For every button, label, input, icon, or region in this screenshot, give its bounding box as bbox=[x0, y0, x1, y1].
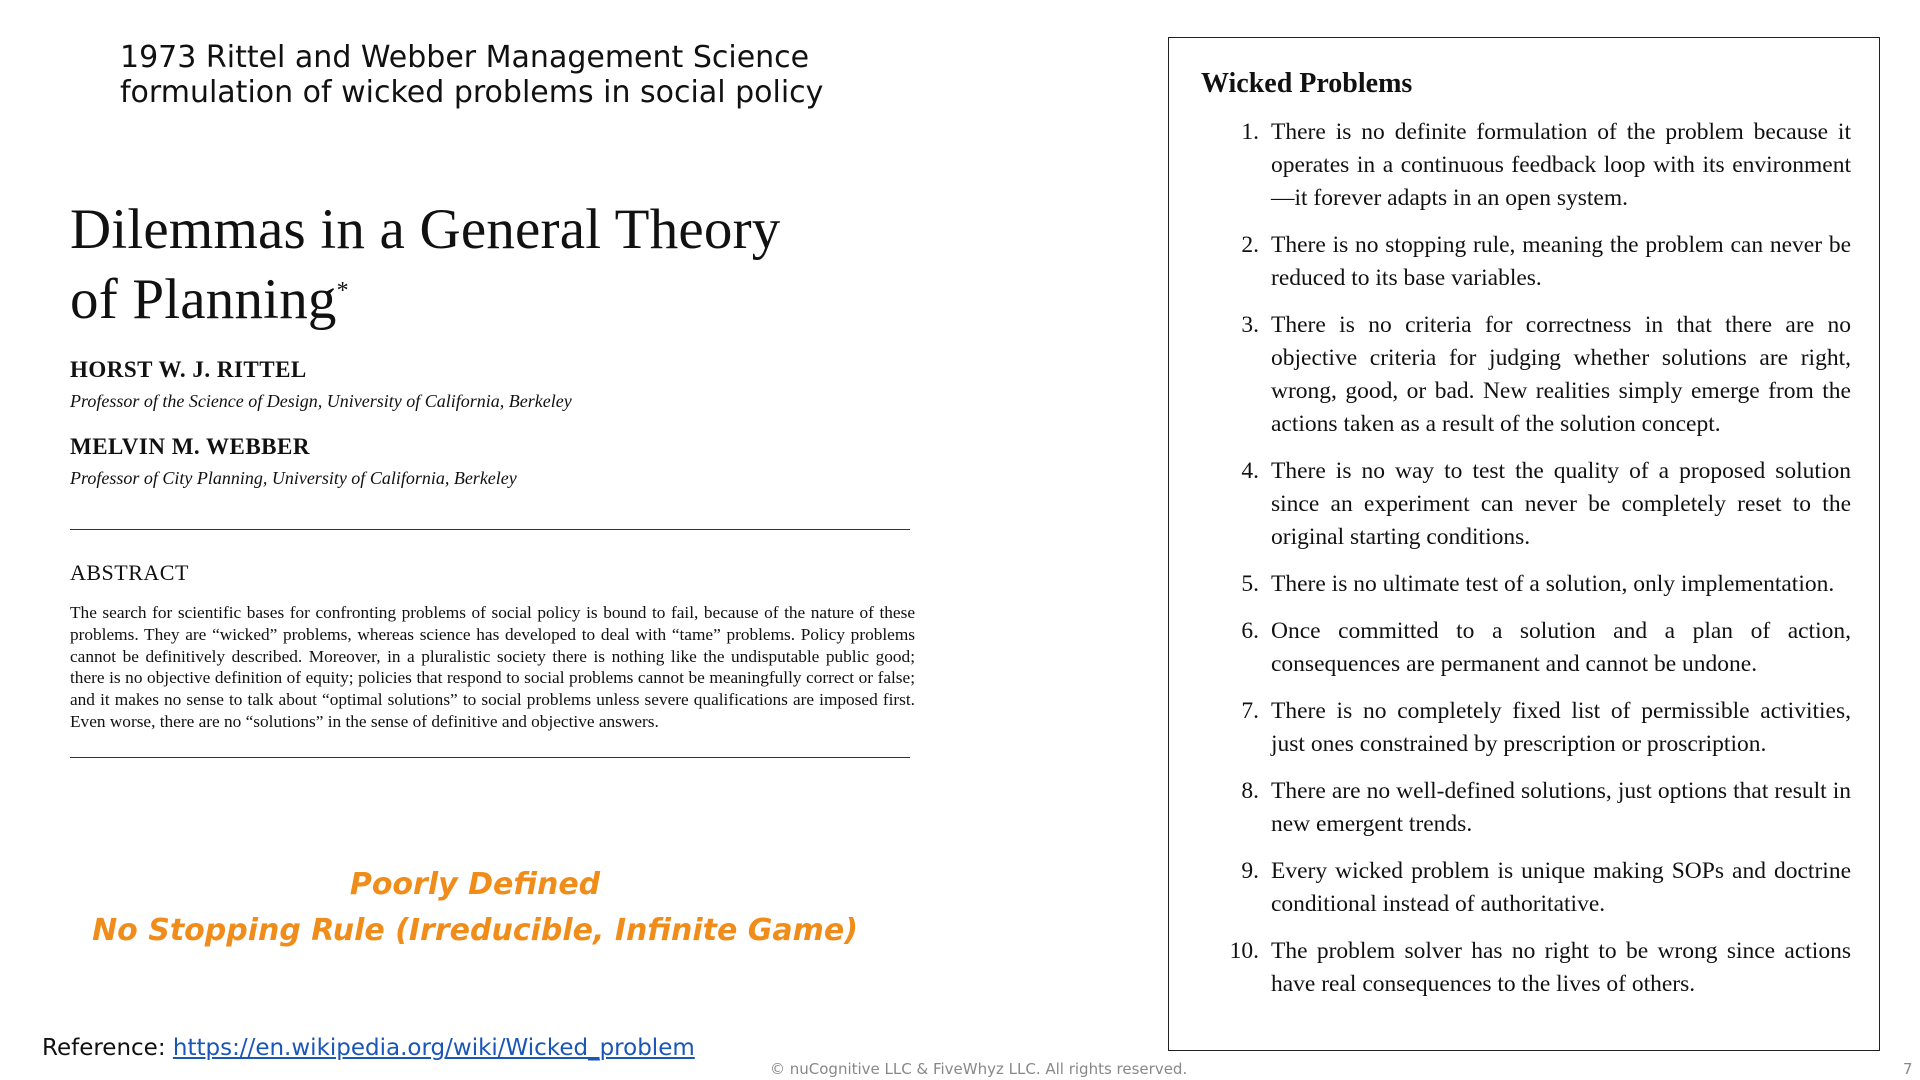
divider-top bbox=[70, 529, 910, 530]
wicked-problem-number: 4. bbox=[1241, 458, 1259, 484]
wicked-problem-number: 2. bbox=[1241, 232, 1259, 258]
wicked-problem-text: There is no ultimate test of a solution, only implementation. bbox=[1271, 571, 1835, 597]
wicked-problem-number: 8. bbox=[1241, 778, 1259, 804]
wicked-problem-number: 3. bbox=[1241, 312, 1259, 338]
wicked-problems-panel bbox=[1168, 37, 1880, 1051]
wicked-problem-text: The problem solver has no right to be wrong since actions have real consequences to the lives of others. bbox=[1271, 938, 1851, 997]
wicked-problem-number: 1. bbox=[1241, 119, 1259, 145]
wicked-problem-item bbox=[1201, 455, 1851, 554]
wicked-problem-text: Once committed to a solution and a plan of action, consequences are permanent and cannot be undone. bbox=[1271, 618, 1851, 677]
paper-title-footnote-mark: * bbox=[336, 278, 349, 304]
paper-excerpt bbox=[70, 195, 920, 758]
wicked-problem-text: There is no definite formulation of the problem because it operates in a continuous feedback loop with its environment—it forever adapts in an open system. bbox=[1271, 119, 1851, 211]
paper-title bbox=[70, 195, 920, 335]
wicked-problem-text: There is no criteria for correctness in that there are no objective criteria for judging whether solutions are right, wrong, good, or bad. New realities simply emerge from the actions taken as a result of the solution concept. bbox=[1271, 312, 1851, 437]
slide-title-line-1: 1973 Rittel and Webber Management Science bbox=[120, 40, 810, 75]
highlight-no-stopping-rule: No Stopping Rule (Irreducible, Infinite Game) bbox=[92, 913, 858, 948]
wicked-problem-item bbox=[1201, 695, 1851, 761]
wicked-problems-list bbox=[1201, 116, 1851, 1015]
paper-title-line-1: Dilemmas in a General Theory bbox=[70, 198, 781, 261]
wicked-problem-number: 7. bbox=[1241, 698, 1259, 724]
copyright-footer: © nuCognitive LLC & FiveWhyz LLC. All rights reserved. bbox=[770, 1060, 1188, 1078]
highlight-callouts bbox=[60, 862, 890, 954]
wicked-problem-text: Every wicked problem is unique making SOPs and doctrine conditional instead of authoritative. bbox=[1271, 858, 1851, 917]
wicked-problem-item bbox=[1201, 568, 1851, 601]
reference-link[interactable]: https://en.wikipedia.org/wiki/Wicked_problem bbox=[172, 1035, 695, 1061]
wicked-problem-number: 5. bbox=[1241, 571, 1259, 597]
wicked-problem-text: There is no way to test the quality of a proposed solution since an experiment can never be completely reset to the original starting conditions. bbox=[1271, 458, 1851, 550]
page-number: 7 bbox=[1903, 1060, 1913, 1078]
wicked-problem-number: 10. bbox=[1229, 938, 1259, 964]
author-name-1: HORST W. J. RITTEL bbox=[70, 357, 307, 382]
divider-bottom bbox=[70, 757, 910, 758]
reference-label: Reference: bbox=[42, 1035, 173, 1061]
wicked-problem-text: There is no completely fixed list of permissible activities, just ones constrained by prescription or proscription. bbox=[1271, 698, 1851, 757]
wicked-problem-item bbox=[1201, 855, 1851, 921]
wicked-problem-item bbox=[1201, 775, 1851, 841]
author-affiliation-1: Professor of the Science of Design, University of California, Berkeley bbox=[70, 391, 572, 411]
paper-title-line-2: of Planning bbox=[70, 268, 337, 331]
wicked-problem-item bbox=[1201, 615, 1851, 681]
abstract-text: The search for scientific bases for confronting problems of social policy is bound to fail, because of the nature of these problems. They are “wicked” problems, whereas science has developed to deal with “tame” problems. Policy problems cannot be definitively described. Moreover, in a pluralistic society there is nothing like the undisputable public good; there is no objective definition of equity; policies that respond to social problems cannot be meaningfully correct or false; and it makes no sense to talk about “optimal solutions” to social problems unless severe qualifications are imposed first. Even worse, there are no “solutions” in the sense of definitive and objective answers. bbox=[70, 603, 915, 731]
wicked-problems-heading: Wicked Problems bbox=[1201, 68, 1413, 99]
abstract-heading: ABSTRACT bbox=[70, 560, 189, 585]
wicked-problem-item bbox=[1201, 229, 1851, 295]
author-affiliation-2: Professor of City Planning, University of California, Berkeley bbox=[70, 468, 517, 488]
slide-title bbox=[120, 40, 824, 110]
wicked-problem-number: 9. bbox=[1241, 858, 1259, 884]
author-name-2: MELVIN M. WEBBER bbox=[70, 434, 310, 459]
reference bbox=[42, 1035, 695, 1061]
highlight-poorly-defined: Poorly Defined bbox=[349, 867, 601, 902]
wicked-problem-number: 6. bbox=[1241, 618, 1259, 644]
wicked-problem-item bbox=[1201, 116, 1851, 215]
wicked-problem-text: There is no stopping rule, meaning the problem can never be reduced to its base variables. bbox=[1271, 232, 1851, 291]
wicked-problem-item bbox=[1201, 935, 1851, 1001]
slide-title-line-2: formulation of wicked problems in social policy bbox=[120, 75, 824, 110]
wicked-problem-text: There are no well-defined solutions, just options that result in new emergent trends. bbox=[1271, 778, 1851, 837]
wicked-problem-item bbox=[1201, 309, 1851, 441]
